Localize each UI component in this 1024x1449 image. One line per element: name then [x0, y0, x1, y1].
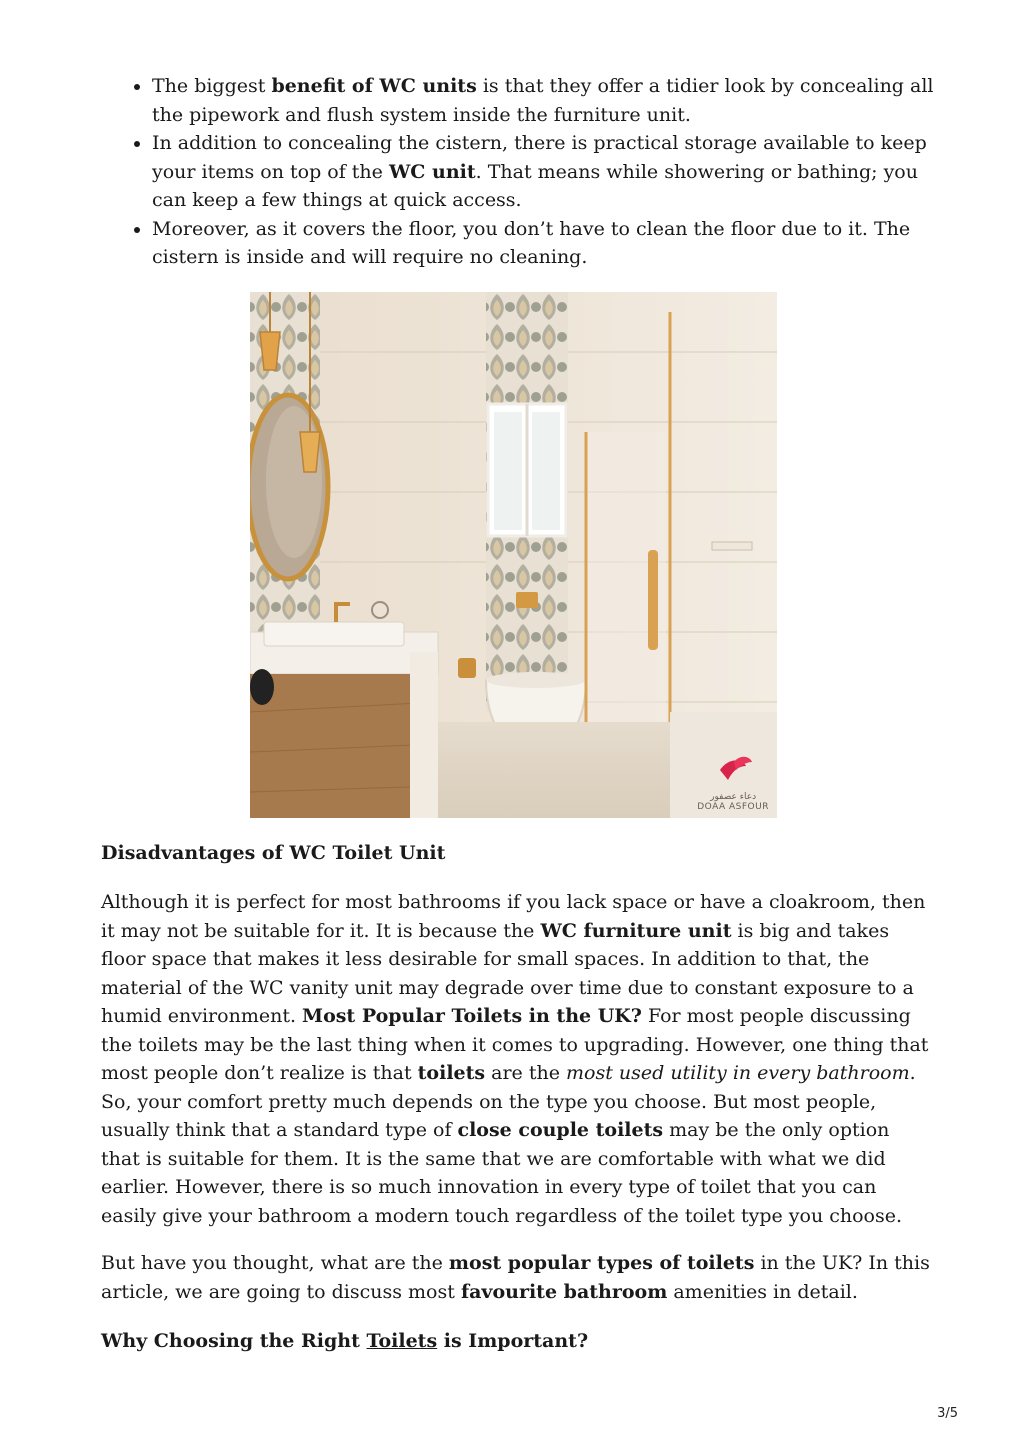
section-heading-why-choosing: Why Choosing the Right Toilets is Important?: [101, 1330, 589, 1352]
paragraph-disadvantages: Although it is perfect for most bathrooms if you lack space or have a cloakroom, then it may not be suitable for it. It is because the WC furniture unit is big and takes floor space that makes it less desirable for small spaces. In addition to that, the material of the WC vanity unit may degrade over time due to constant exposure to a humid environment. Most Popular Toilets in the UK? For most people discussing the toilets may be the last thing when it comes to upgrading. However, one thing that most people don’t realize is that toilets are the most used utility in every bathroom. So, your comfort pretty much depends on the type you choose. But most people, usually think that a standard type of close couple toilets may be the only option that is suitable for them. It is the same that we are comfortable with what we did earlier. However, there is so much innovation in every type of toilet that you can easily give your bathroom a modern touch regardless of the toilet type you choose.: [101, 891, 929, 1227]
paragraph-popular-types: But have you thought, what are the most popular types of toilets in the UK? In this article, we are going to discuss most favourite bathroom amenities in detail.: [101, 1252, 930, 1303]
bold-term: benefit of WC units: [271, 75, 477, 97]
bathroom-illustration: [250, 292, 777, 818]
list-item: • In addition to concealing the cistern, there is practical storage available to keep your items on top of the WC unit. That means while showering or bathing; you can keep a few things at quick access.: [152, 129, 952, 215]
toilets-link[interactable]: Toilets: [366, 1330, 438, 1352]
watermark-logo: دعاء عصفور DOAA ASFOUR: [697, 792, 769, 812]
list-item: • Moreover, as it covers the floor, you don’t have to clean the floor due to it. The cistern is inside and will require no cleaning.: [152, 215, 952, 272]
benefits-list: [132, 72, 952, 272]
page-number: 3/5: [937, 1406, 958, 1421]
bathroom-photo: [250, 292, 777, 818]
bold-term: WC unit: [388, 160, 476, 183]
list-item: • The biggest benefit of WC units is that they offer a tidier look by concealing all the pipework and flush system inside the furniture unit.: [152, 72, 952, 129]
section-heading-disadvantages: Disadvantages of WC Toilet Unit: [101, 842, 446, 864]
